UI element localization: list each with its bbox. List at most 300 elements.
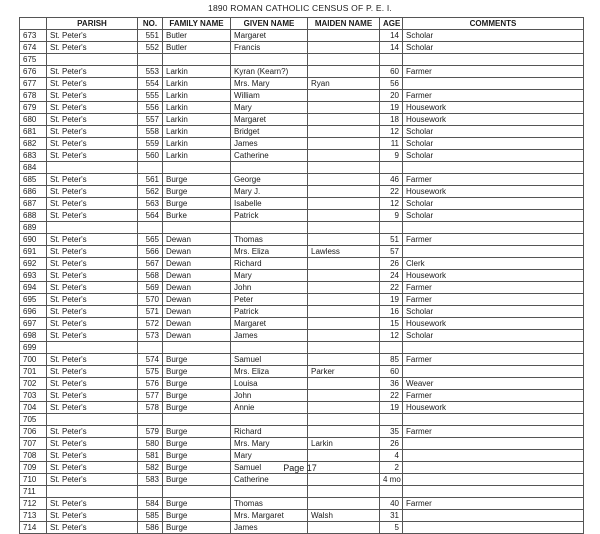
table-row	[20, 414, 584, 426]
cell-maiden-name	[308, 450, 380, 462]
cell-line-number: 675	[20, 54, 47, 66]
cell-age: 14	[380, 42, 403, 54]
cell-parish: St. Peter's	[47, 198, 138, 210]
cell-age: 9	[380, 150, 403, 162]
cell-maiden-name	[308, 150, 380, 162]
cell-parish	[47, 54, 138, 66]
cell-number: 556	[138, 102, 163, 114]
table-row	[20, 210, 584, 222]
cell-parish	[47, 342, 138, 354]
cell-maiden-name	[308, 126, 380, 138]
cell-age	[380, 486, 403, 498]
cell-number: 569	[138, 282, 163, 294]
cell-family-name: Dewan	[163, 270, 231, 282]
cell-line-number: 689	[20, 222, 47, 234]
cell-line-number: 687	[20, 198, 47, 210]
cell-family-name: Dewan	[163, 306, 231, 318]
table-row	[20, 438, 584, 450]
cell-given-name	[231, 54, 308, 66]
cell-comments	[403, 486, 584, 498]
cell-age: 24	[380, 270, 403, 282]
cell-family-name: Larkin	[163, 126, 231, 138]
cell-line-number: 688	[20, 210, 47, 222]
cell-family-name: Burge	[163, 354, 231, 366]
cell-family-name	[163, 414, 231, 426]
cell-line-number: 708	[20, 450, 47, 462]
cell-given-name	[231, 222, 308, 234]
table-row	[20, 186, 584, 198]
cell-line-number: 683	[20, 150, 47, 162]
cell-family-name: Burge	[163, 366, 231, 378]
cell-line-number: 704	[20, 402, 47, 414]
cell-line-number: 694	[20, 282, 47, 294]
cell-maiden-name	[308, 390, 380, 402]
cell-family-name: Burge	[163, 474, 231, 486]
cell-number: 573	[138, 330, 163, 342]
cell-parish: St. Peter's	[47, 354, 138, 366]
cell-given-name: Thomas	[231, 498, 308, 510]
cell-comments: Housework	[403, 102, 584, 114]
table-row	[20, 330, 584, 342]
cell-age: 19	[380, 294, 403, 306]
cell-parish	[47, 486, 138, 498]
cell-family-name: Burge	[163, 450, 231, 462]
cell-line-number: 681	[20, 126, 47, 138]
table-row	[20, 234, 584, 246]
cell-age	[380, 414, 403, 426]
cell-maiden-name	[308, 222, 380, 234]
cell-number	[138, 342, 163, 354]
cell-given-name	[231, 162, 308, 174]
cell-maiden-name: Walsh	[308, 510, 380, 522]
table-row	[20, 222, 584, 234]
cell-number	[138, 414, 163, 426]
cell-maiden-name	[308, 210, 380, 222]
page-number: Page 17	[283, 463, 317, 473]
cell-parish: St. Peter's	[47, 510, 138, 522]
table-row	[20, 78, 584, 90]
cell-family-name	[163, 486, 231, 498]
cell-number: 558	[138, 126, 163, 138]
document-title: 1890 ROMAN CATHOLIC CENSUS OF P. E. I.	[208, 3, 392, 13]
header-row	[20, 18, 584, 30]
col-header-comments: COMMENTS	[403, 18, 584, 30]
cell-comments: Scholar	[403, 138, 584, 150]
col-header-age: AGE	[380, 18, 403, 30]
cell-family-name	[163, 342, 231, 354]
cell-given-name: Francis	[231, 42, 308, 54]
cell-line-number: 705	[20, 414, 47, 426]
cell-line-number: 710	[20, 474, 47, 486]
cell-line-number: 702	[20, 378, 47, 390]
cell-family-name: Dewan	[163, 234, 231, 246]
cell-line-number: 703	[20, 390, 47, 402]
table-row	[20, 270, 584, 282]
cell-comments	[403, 522, 584, 534]
cell-line-number: 693	[20, 270, 47, 282]
cell-number: 575	[138, 366, 163, 378]
cell-given-name: Samuel	[231, 354, 308, 366]
cell-number: 551	[138, 30, 163, 42]
cell-parish: St. Peter's	[47, 186, 138, 198]
cell-number: 583	[138, 474, 163, 486]
cell-family-name: Larkin	[163, 102, 231, 114]
cell-number: 565	[138, 234, 163, 246]
cell-number: 582	[138, 462, 163, 474]
cell-family-name: Burge	[163, 462, 231, 474]
cell-number: 572	[138, 318, 163, 330]
cell-parish: St. Peter's	[47, 522, 138, 534]
cell-maiden-name	[308, 498, 380, 510]
cell-comments	[403, 162, 584, 174]
cell-age: 26	[380, 438, 403, 450]
col-header-maiden-name: MAIDEN NAME	[308, 18, 380, 30]
cell-age: 15	[380, 318, 403, 330]
cell-line-number: 692	[20, 258, 47, 270]
cell-comments: Housework	[403, 270, 584, 282]
cell-family-name: Larkin	[163, 114, 231, 126]
cell-line-number: 695	[20, 294, 47, 306]
cell-age: 60	[380, 66, 403, 78]
cell-comments	[403, 450, 584, 462]
cell-family-name: Burge	[163, 438, 231, 450]
cell-parish: St. Peter's	[47, 114, 138, 126]
cell-family-name: Burge	[163, 390, 231, 402]
cell-line-number: 698	[20, 330, 47, 342]
table-row	[20, 42, 584, 54]
cell-family-name: Burke	[163, 210, 231, 222]
cell-family-name: Larkin	[163, 78, 231, 90]
cell-line-number: 700	[20, 354, 47, 366]
cell-given-name: George	[231, 174, 308, 186]
cell-parish: St. Peter's	[47, 390, 138, 402]
cell-given-name: Samuel	[231, 462, 308, 474]
cell-maiden-name	[308, 378, 380, 390]
cell-comments	[403, 222, 584, 234]
cell-given-name: Annie	[231, 402, 308, 414]
table-row	[20, 378, 584, 390]
table-row	[20, 150, 584, 162]
cell-family-name: Larkin	[163, 150, 231, 162]
cell-comments: Farmer	[403, 390, 584, 402]
cell-number: 581	[138, 450, 163, 462]
cell-age: 18	[380, 114, 403, 126]
cell-age: 46	[380, 174, 403, 186]
cell-number: 566	[138, 246, 163, 258]
cell-line-number: 706	[20, 426, 47, 438]
cell-number: 570	[138, 294, 163, 306]
cell-parish: St. Peter's	[47, 66, 138, 78]
cell-given-name	[231, 414, 308, 426]
table-row	[20, 510, 584, 522]
cell-comments: Farmer	[403, 174, 584, 186]
cell-line-number: 691	[20, 246, 47, 258]
table-row	[20, 342, 584, 354]
cell-comments: Farmer	[403, 354, 584, 366]
cell-given-name	[231, 342, 308, 354]
cell-family-name: Burge	[163, 402, 231, 414]
cell-number: 586	[138, 522, 163, 534]
cell-maiden-name	[308, 486, 380, 498]
cell-given-name: Louisa	[231, 378, 308, 390]
cell-parish: St. Peter's	[47, 450, 138, 462]
cell-maiden-name	[308, 162, 380, 174]
cell-given-name: Mary	[231, 102, 308, 114]
col-header-family-name: FAMILY NAME	[163, 18, 231, 30]
cell-family-name: Butler	[163, 30, 231, 42]
cell-line-number: 682	[20, 138, 47, 150]
cell-maiden-name: Larkin	[308, 438, 380, 450]
table-row	[20, 318, 584, 330]
cell-number: 574	[138, 354, 163, 366]
table-row	[20, 102, 584, 114]
cell-parish: St. Peter's	[47, 42, 138, 54]
cell-line-number: 676	[20, 66, 47, 78]
table-row	[20, 486, 584, 498]
cell-line-number: 679	[20, 102, 47, 114]
cell-line-number: 701	[20, 366, 47, 378]
cell-line-number: 713	[20, 510, 47, 522]
cell-given-name: Margaret	[231, 318, 308, 330]
cell-family-name: Burge	[163, 174, 231, 186]
cell-comments	[403, 246, 584, 258]
cell-comments: Housework	[403, 114, 584, 126]
cell-parish: St. Peter's	[47, 474, 138, 486]
cell-parish	[47, 222, 138, 234]
cell-family-name: Dewan	[163, 246, 231, 258]
cell-parish: St. Peter's	[47, 306, 138, 318]
cell-age: 35	[380, 426, 403, 438]
cell-given-name: Margaret	[231, 30, 308, 42]
cell-family-name: Burge	[163, 426, 231, 438]
cell-given-name: John	[231, 390, 308, 402]
cell-given-name: Mary	[231, 270, 308, 282]
cell-parish: St. Peter's	[47, 318, 138, 330]
cell-number: 567	[138, 258, 163, 270]
cell-parish: St. Peter's	[47, 294, 138, 306]
cell-number	[138, 162, 163, 174]
cell-age: 36	[380, 378, 403, 390]
cell-comments: Scholar	[403, 306, 584, 318]
cell-line-number: 684	[20, 162, 47, 174]
cell-given-name: James	[231, 330, 308, 342]
cell-age: 5	[380, 522, 403, 534]
table-row	[20, 54, 584, 66]
table-row	[20, 246, 584, 258]
cell-age: 51	[380, 234, 403, 246]
cell-comments: Scholar	[403, 210, 584, 222]
cell-age: 57	[380, 246, 403, 258]
cell-number: 563	[138, 198, 163, 210]
cell-line-number: 673	[20, 30, 47, 42]
table-row	[20, 30, 584, 42]
col-header-given-name: GIVEN NAME	[231, 18, 308, 30]
cell-maiden-name	[308, 294, 380, 306]
table-header	[20, 18, 584, 30]
cell-comments: Farmer	[403, 426, 584, 438]
cell-parish: St. Peter's	[47, 102, 138, 114]
cell-age: 60	[380, 366, 403, 378]
cell-given-name: Mrs. Margaret	[231, 510, 308, 522]
cell-family-name: Larkin	[163, 66, 231, 78]
cell-comments	[403, 366, 584, 378]
cell-age: 9	[380, 210, 403, 222]
cell-family-name: Dewan	[163, 282, 231, 294]
cell-maiden-name	[308, 270, 380, 282]
cell-given-name: Mrs. Eliza	[231, 366, 308, 378]
table-row	[20, 138, 584, 150]
cell-family-name: Larkin	[163, 138, 231, 150]
cell-number: 585	[138, 510, 163, 522]
table-row	[20, 354, 584, 366]
table-row	[20, 114, 584, 126]
table-row	[20, 294, 584, 306]
cell-family-name	[163, 54, 231, 66]
cell-parish: St. Peter's	[47, 234, 138, 246]
cell-age: 26	[380, 258, 403, 270]
cell-maiden-name	[308, 318, 380, 330]
cell-age: 11	[380, 138, 403, 150]
cell-number: 571	[138, 306, 163, 318]
cell-age	[380, 162, 403, 174]
cell-comments: Clerk	[403, 258, 584, 270]
cell-line-number: 696	[20, 306, 47, 318]
cell-family-name: Burge	[163, 198, 231, 210]
cell-comments: Scholar	[403, 150, 584, 162]
cell-comments: Farmer	[403, 282, 584, 294]
cell-age: 12	[380, 330, 403, 342]
cell-maiden-name	[308, 282, 380, 294]
cell-parish: St. Peter's	[47, 90, 138, 102]
cell-family-name	[163, 162, 231, 174]
cell-age: 56	[380, 78, 403, 90]
cell-line-number: 690	[20, 234, 47, 246]
cell-age: 12	[380, 198, 403, 210]
cell-maiden-name	[308, 66, 380, 78]
cell-given-name: Richard	[231, 426, 308, 438]
cell-parish: St. Peter's	[47, 426, 138, 438]
cell-parish	[47, 162, 138, 174]
cell-comments: Scholar	[403, 198, 584, 210]
table-row	[20, 90, 584, 102]
cell-number: 555	[138, 90, 163, 102]
cell-age: 12	[380, 126, 403, 138]
cell-number: 552	[138, 42, 163, 54]
cell-number: 560	[138, 150, 163, 162]
cell-comments: Farmer	[403, 66, 584, 78]
cell-number: 564	[138, 210, 163, 222]
cell-given-name: James	[231, 522, 308, 534]
cell-given-name: Catherine	[231, 474, 308, 486]
cell-family-name: Burge	[163, 378, 231, 390]
cell-given-name: Kyran (Kearn?)	[231, 66, 308, 78]
cell-comments: Housework	[403, 318, 584, 330]
cell-parish	[47, 414, 138, 426]
cell-given-name: Richard	[231, 258, 308, 270]
cell-parish: St. Peter's	[47, 210, 138, 222]
cell-given-name: Isabelle	[231, 198, 308, 210]
cell-number: 580	[138, 438, 163, 450]
cell-family-name: Dewan	[163, 318, 231, 330]
cell-maiden-name	[308, 198, 380, 210]
table-row	[20, 126, 584, 138]
cell-maiden-name	[308, 114, 380, 126]
cell-line-number: 674	[20, 42, 47, 54]
cell-age: 22	[380, 390, 403, 402]
cell-given-name: Catherine	[231, 150, 308, 162]
table-row	[20, 522, 584, 534]
cell-age: 4	[380, 450, 403, 462]
cell-comments: Farmer	[403, 90, 584, 102]
cell-given-name: Margaret	[231, 114, 308, 126]
table-row	[20, 498, 584, 510]
cell-age: 22	[380, 282, 403, 294]
cell-family-name: Dewan	[163, 294, 231, 306]
cell-maiden-name	[308, 186, 380, 198]
cell-comments	[403, 414, 584, 426]
cell-maiden-name	[308, 42, 380, 54]
cell-given-name: Mrs. Eliza	[231, 246, 308, 258]
cell-number: 559	[138, 138, 163, 150]
cell-line-number: 707	[20, 438, 47, 450]
cell-given-name	[231, 486, 308, 498]
cell-maiden-name	[308, 138, 380, 150]
col-header-line	[20, 18, 47, 30]
cell-family-name: Burge	[163, 186, 231, 198]
cell-given-name: James	[231, 138, 308, 150]
cell-number: 579	[138, 426, 163, 438]
cell-number: 578	[138, 402, 163, 414]
cell-given-name: Patrick	[231, 306, 308, 318]
cell-age	[380, 54, 403, 66]
cell-maiden-name	[308, 234, 380, 246]
cell-number	[138, 222, 163, 234]
cell-age: 19	[380, 402, 403, 414]
cell-family-name: Burge	[163, 522, 231, 534]
table-row	[20, 366, 584, 378]
cell-maiden-name	[308, 330, 380, 342]
cell-number: 568	[138, 270, 163, 282]
cell-comments: Scholar	[403, 126, 584, 138]
cell-line-number: 699	[20, 342, 47, 354]
cell-maiden-name	[308, 102, 380, 114]
cell-comments: Weaver	[403, 378, 584, 390]
cell-maiden-name	[308, 522, 380, 534]
cell-number: 584	[138, 498, 163, 510]
cell-maiden-name: Ryan	[308, 78, 380, 90]
cell-maiden-name	[308, 342, 380, 354]
cell-maiden-name	[308, 30, 380, 42]
cell-parish: St. Peter's	[47, 462, 138, 474]
cell-age: 85	[380, 354, 403, 366]
cell-comments: Farmer	[403, 498, 584, 510]
table-row	[20, 258, 584, 270]
cell-line-number: 685	[20, 174, 47, 186]
cell-age: 14	[380, 30, 403, 42]
table-row	[20, 282, 584, 294]
cell-line-number: 680	[20, 114, 47, 126]
cell-given-name: Peter	[231, 294, 308, 306]
cell-maiden-name	[308, 258, 380, 270]
census-table	[19, 17, 584, 534]
cell-parish: St. Peter's	[47, 138, 138, 150]
cell-maiden-name	[308, 174, 380, 186]
cell-comments: Housework	[403, 402, 584, 414]
cell-age	[380, 342, 403, 354]
cell-given-name: William	[231, 90, 308, 102]
cell-maiden-name	[308, 90, 380, 102]
cell-number: 557	[138, 114, 163, 126]
